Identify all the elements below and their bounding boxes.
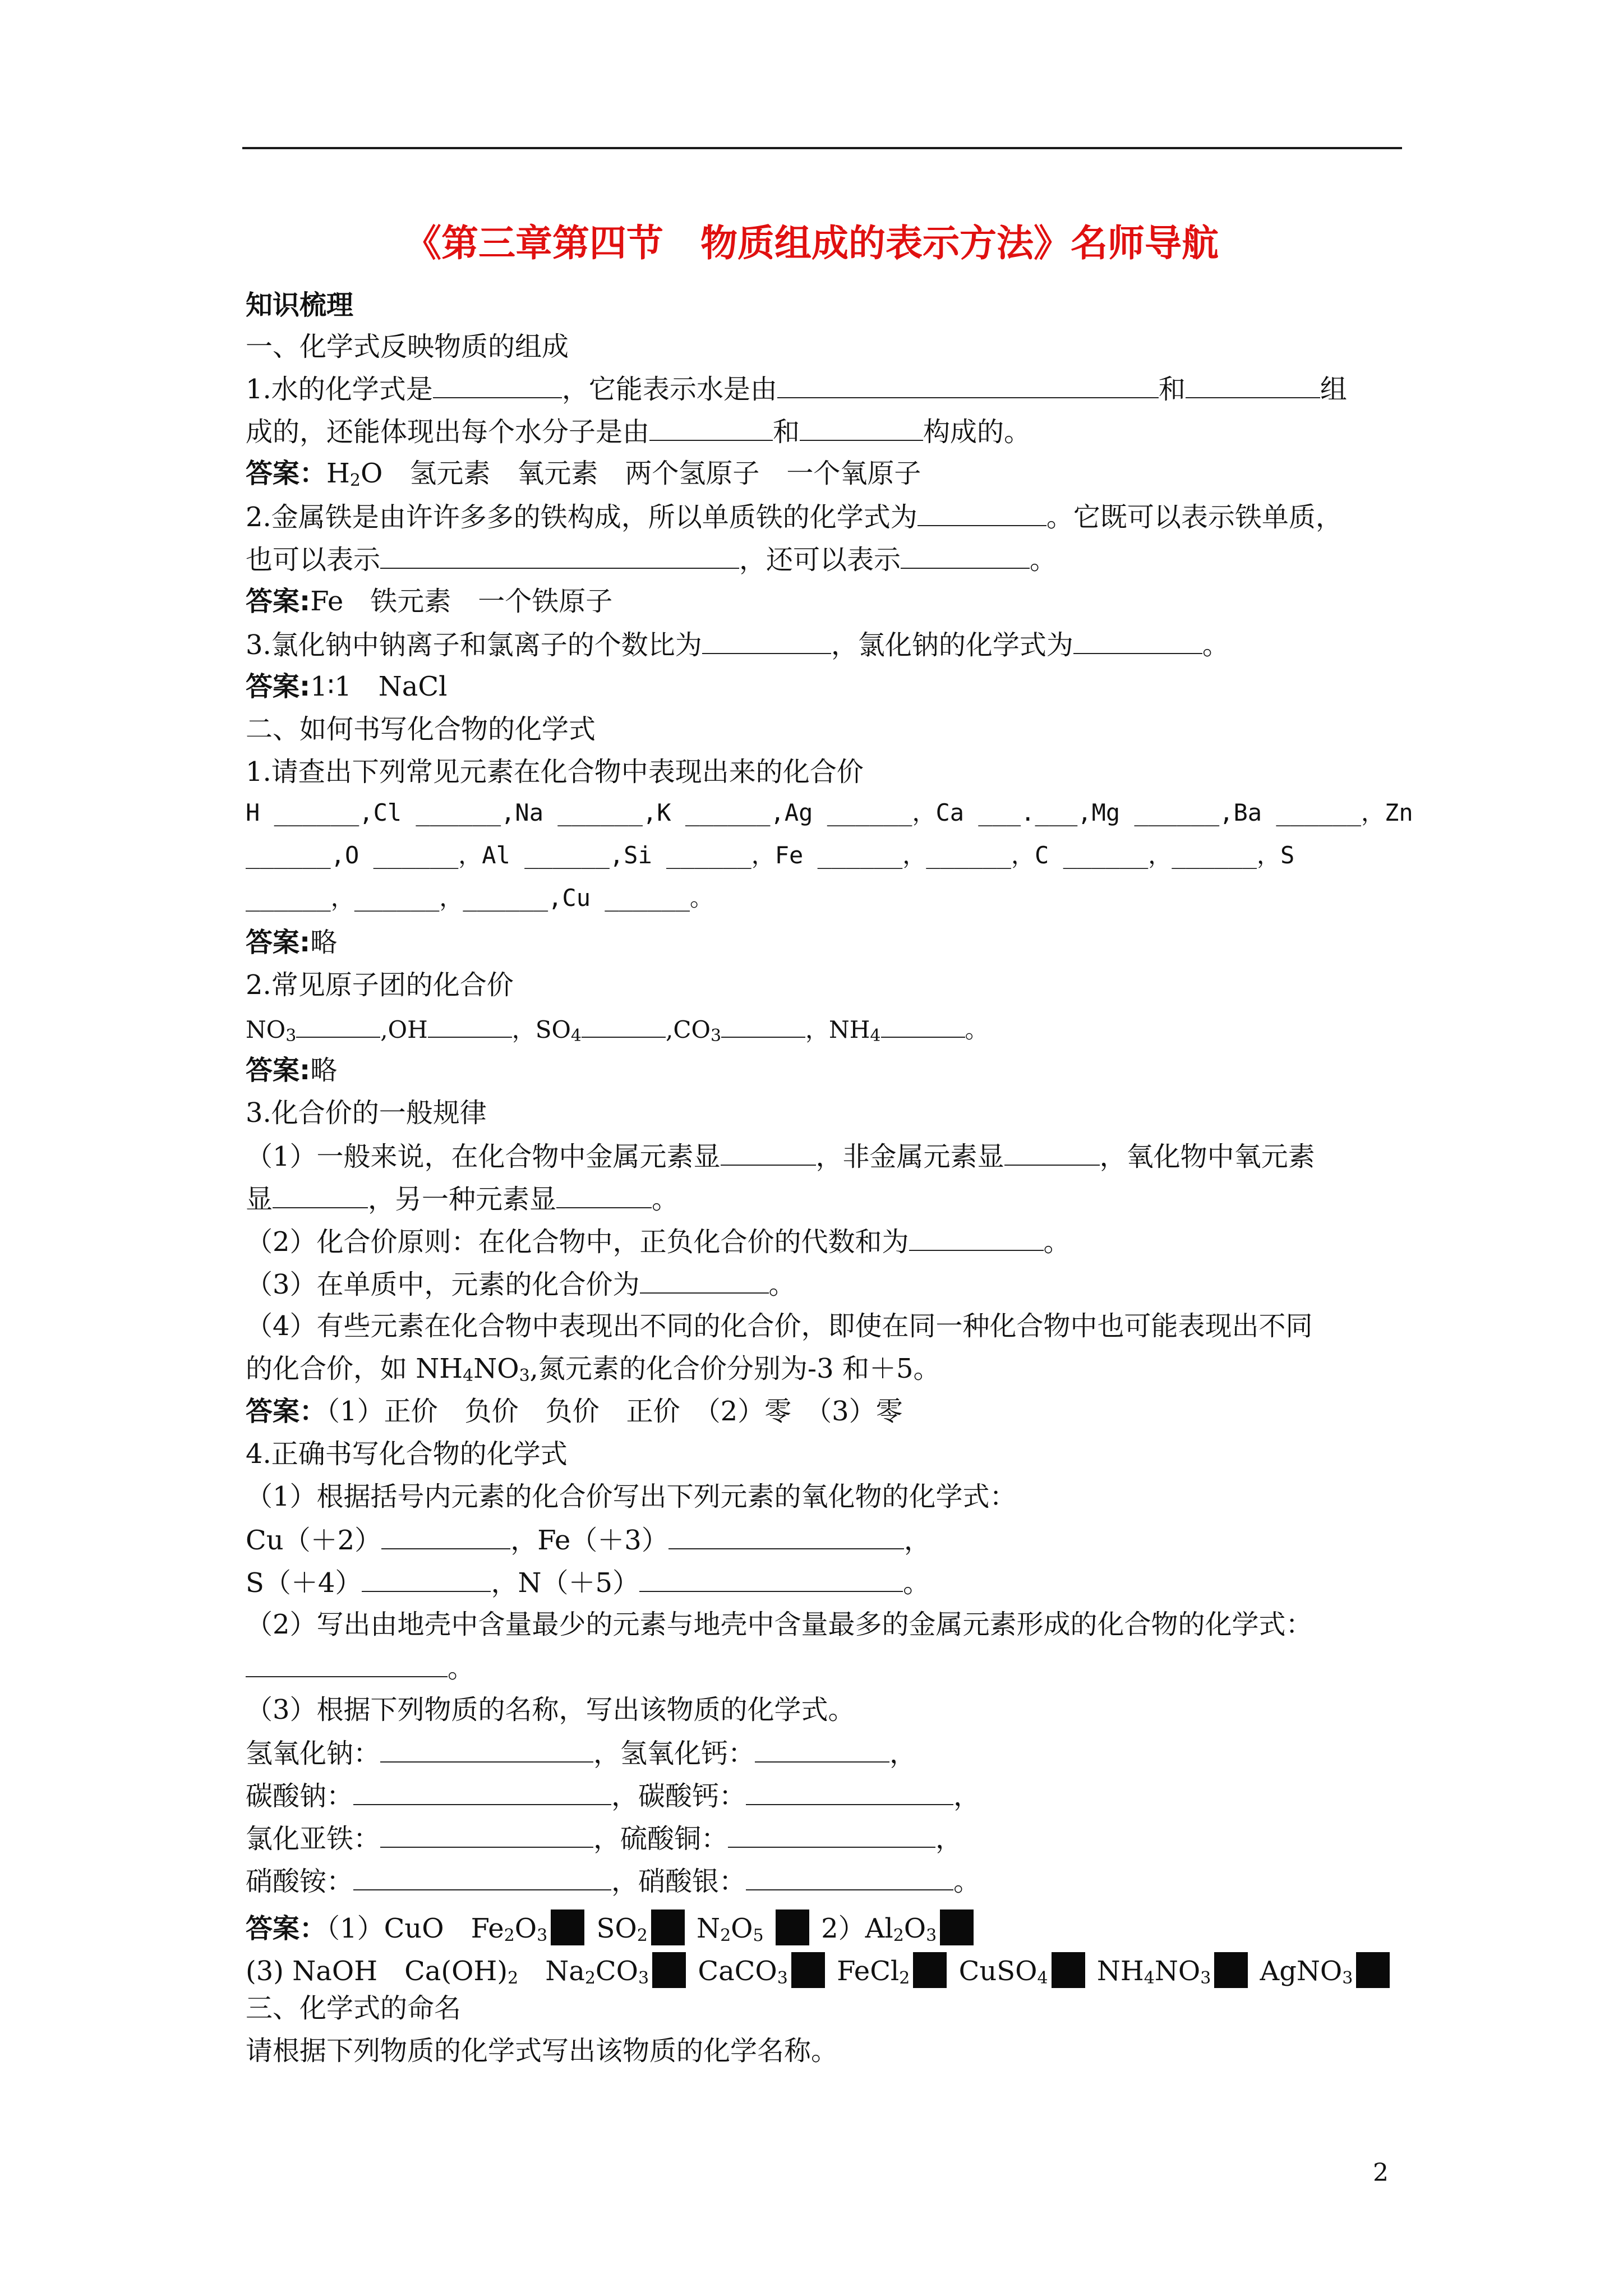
answer-blank[interactable]: [246, 1654, 448, 1677]
question-2-line-2: 也可以表示 ，还可以表示 。: [246, 544, 1057, 576]
answer-2-1: 答案:略: [246, 927, 338, 958]
question-1-line-2: 成的，还能体现出每个水分子是由 和 构成的。: [246, 416, 1031, 448]
header-rule: [242, 147, 1402, 149]
answer-blank[interactable]: [746, 1782, 953, 1805]
question-2-4: 4.正确书写化合物的化学式: [246, 1438, 568, 1470]
answer-3: 答案:1∶1 NaCl: [246, 671, 448, 702]
section-heading-knowledge: 知识梳理: [246, 289, 354, 321]
answer-blank[interactable]: [353, 1782, 611, 1805]
answer-blank[interactable]: [649, 417, 773, 441]
answer-2-4-line-1: 答案：（1）CuO $Fe_2O_3$ $SO_2$ $N_2O_5$ $2)Al_2O_3$: [246, 1910, 977, 1945]
rule-2: （2）化合价原则：在化合物中，正负化合价的代数和为 。: [246, 1226, 1071, 1258]
answer-2-2: 答案:略: [246, 1055, 338, 1086]
answer-blank[interactable]: [728, 1824, 935, 1848]
oxide-row-2: S（＋4） ，N（＋5） 。: [246, 1567, 930, 1599]
question-2-4-1: （1）根据括号内元素的化合价写出下列元素的氧化物的化学式：: [246, 1481, 1017, 1512]
redaction-block: [1052, 1952, 1085, 1988]
answer-blank[interactable]: [362, 1568, 491, 1592]
rule-1-line-1: （1）一般来说，在化合物中金属元素显 ，非金属元素显 ，氧化物中氧元素: [246, 1141, 1315, 1172]
question-2-1: 1.请查出下列常见元素在化合物中表现出来的化合价: [246, 756, 864, 788]
answer-blank[interactable]: [668, 1526, 904, 1549]
section-heading-2: 二、如何书写化合物的化学式: [246, 714, 596, 745]
answer-blank[interactable]: [380, 1739, 593, 1763]
answer-blank[interactable]: [909, 1227, 1044, 1251]
name-row-2: 碳酸钠： ，碳酸钙： ，: [246, 1780, 981, 1812]
rule-3: （3）在单质中，元素的化合价为 。: [246, 1269, 796, 1300]
question-2-4-3: （3）根据下列物质的名称，写出该物质的化学式。: [246, 1694, 855, 1726]
answer-blank[interactable]: [380, 1824, 593, 1848]
answer-2-3: 答案：（1）正价 负价 负价 正价 （2）零 （3）零: [246, 1396, 903, 1427]
redaction-block: [651, 1910, 685, 1945]
question-2-4-2-blank: 。: [246, 1654, 474, 1682]
answer-blank[interactable]: [1186, 375, 1320, 398]
answer-blank[interactable]: [640, 1270, 769, 1294]
radical-row: $NO_3$ ,OH ，$SO_4$ $,CO_3$ ，$NH_4$ 。: [246, 1014, 989, 1045]
redaction-block: [940, 1910, 974, 1945]
rule-1-line-2: 显 ，另一种元素显 。: [246, 1184, 679, 1215]
section-heading-1: 一、化学式反映物质的组成: [246, 331, 569, 362]
answer-blank[interactable]: [353, 1867, 611, 1890]
page-number: 2: [1373, 2159, 1389, 2187]
question-1-line-1: 1.水的化学式是 ，它能表示水是由 和 组: [246, 374, 1347, 405]
page-title: 《第三章第四节 物质组成的表示方法》名师导航: [404, 222, 1219, 265]
name-row-4: 硝酸铵： ，硝酸银： 。: [246, 1866, 981, 1897]
name-row-1: 氢氧化钠： ，氢氧化钙： ，: [246, 1738, 917, 1769]
answer-blank[interactable]: [1004, 1142, 1100, 1166]
answer-blank[interactable]: [556, 1185, 652, 1208]
question-2-3: 3.化合价的一般规律: [246, 1097, 487, 1129]
answer-blank[interactable]: [721, 1142, 816, 1166]
valence-row-3: ______，______，______,Cu ______。: [246, 884, 714, 912]
redaction-block: [652, 1952, 686, 1988]
answer-blank[interactable]: [639, 1568, 903, 1592]
section-3-text: 请根据下列物质的化学式写出该物质的化学名称。: [246, 2035, 838, 2067]
rule-4-line-1: （4）有些元素在化合物中表现出不同的化合价，即使在同一种化合物中也可能表现出不同: [246, 1310, 1313, 1342]
redaction-block: [1356, 1952, 1390, 1988]
answer-blank[interactable]: [1073, 631, 1202, 654]
answer-blank[interactable]: [746, 1867, 953, 1890]
name-row-3: 氯化亚铁： ，硫酸铜： ，: [246, 1823, 963, 1855]
question-2-line-1: 2.金属铁是由许许多多的铁构成，所以单质铁的化学式为 。它既可以表示铁单质，: [246, 501, 1343, 533]
answer-1: 答案：$H_2O$ 氢元素 氧元素 两个氢原子 一个氧原子: [246, 458, 921, 490]
rule-4-line-2: 的化合价，如 $NH_4NO_3$,氮元素的化合价分别为-3 和＋5。: [246, 1353, 940, 1386]
answer-blank[interactable]: [800, 417, 923, 441]
answer-blank[interactable]: [777, 375, 1159, 398]
answer-blank[interactable]: [380, 545, 739, 569]
section-heading-3: 三、化学式的命名: [246, 1993, 462, 2024]
answer-blank[interactable]: [755, 1739, 889, 1763]
question-2-2: 2.常见原子团的化合价: [246, 969, 514, 1001]
redaction-block: [1214, 1952, 1248, 1988]
answer-2-4-line-2: (3) NaOH $Ca(OH)_2$ $Na_2CO_3$ CaCO$_3$ FeCl$_2$ CuSO$_4$ $NH_4NO_3$ AgNO$_3$: [246, 1952, 1393, 1988]
question-3: 3.氯化钠中钠离子和氯离子的个数比为 ，氯化钠的化学式为 。: [246, 629, 1229, 661]
answer-2: 答案:Fe 铁元素 一个铁原子: [246, 586, 613, 617]
answer-blank[interactable]: [917, 503, 1046, 526]
valence-row-1: H ______,Cl ______,Na ______,K ______,Ag ______，Ca ___.___,Mg ______,Ba ______，Zn: [246, 799, 1413, 826]
oxide-row-1: Cu（＋2） ，Fe（＋3） ，: [246, 1525, 931, 1556]
answer-blank[interactable]: [381, 1526, 510, 1549]
redaction-block: [551, 1910, 584, 1945]
redaction-block: [776, 1910, 809, 1945]
valence-row-2: ______,O ______，Al ______,Si ______，Fe ______，______，C ______，______，S: [246, 841, 1295, 869]
question-2-4-2: （2）写出由地壳中含量最少的元素与地壳中含量最多的金属元素形成的化合物的化学式：: [246, 1609, 1313, 1640]
redaction-block: [913, 1952, 947, 1988]
answer-blank[interactable]: [273, 1185, 368, 1208]
answer-blank[interactable]: [433, 375, 562, 398]
redaction-block: [791, 1952, 825, 1988]
answer-blank[interactable]: [702, 631, 831, 654]
answer-blank[interactable]: [901, 545, 1030, 569]
